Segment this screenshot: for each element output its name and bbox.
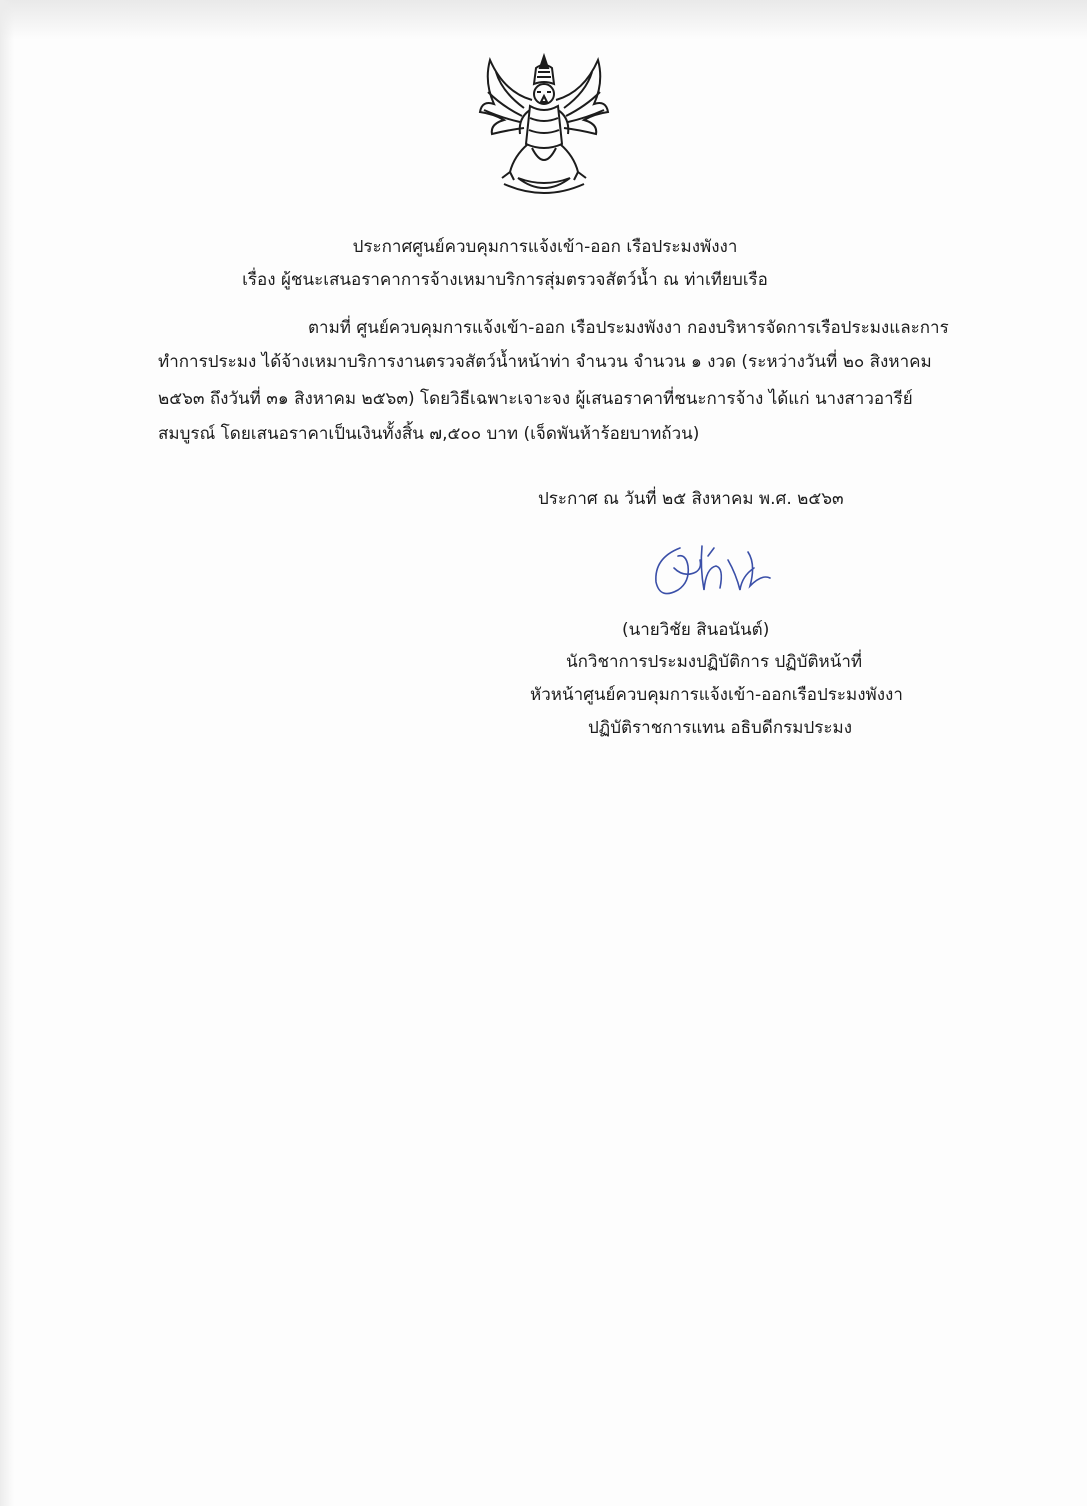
signer-position-2: หัวหน้าศูนย์ควบคุมการแจ้งเข้า-ออกเรือประมงพังงา bbox=[530, 685, 903, 705]
signer-position-3: ปฏิบัติราชการแทน อธิบดีกรมประมง bbox=[588, 718, 853, 738]
body-line-4: สมบูรณ์ โดยเสนอราคาเป็นเงินทั้งสิ้น ๗,๕๐๐ บาท (เจ็ดพันห้าร้อยบาทถ้วน) bbox=[158, 424, 700, 444]
scan-shadow-top bbox=[0, 0, 1087, 40]
garuda-emblem-icon bbox=[474, 52, 614, 200]
body-line-2: ทำการประมง ได้จ้างเหมาบริการงานตรวจสัตว์น้ำหน้าท่า จำนวน จำนวน ๑ งวด (ระหว่างวันที่ ๒๐ สิงหาคม bbox=[158, 352, 932, 372]
body-line-1: ตามที่ ศูนย์ควบคุมการแจ้งเข้า-ออก เรือประมงพังงา กองบริหารจัดการเรือประมงและการ bbox=[308, 318, 949, 338]
signer-name: (นายวิชัย สินอนันต์) bbox=[622, 620, 770, 640]
scan-shadow-left bbox=[0, 0, 14, 1506]
signer-position-1: นักวิชาการประมงปฏิบัติการ ปฏิบัติหน้าที่ bbox=[566, 652, 863, 672]
body-line-3: ๒๕๖๓ ถึงวันที่ ๓๑ สิงหาคม ๒๕๖๓) โดยวิธีเฉพาะเจาะจง ผู้เสนอราคาที่ชนะการจ้าง ได้แก่ นางสาวอารีย์ bbox=[158, 389, 913, 409]
announcement-title: ประกาศศูนย์ควบคุมการแจ้งเข้า-ออก เรือประมงพังงา bbox=[352, 237, 738, 257]
announcement-date: ประกาศ ณ วันที่ ๒๕ สิงหาคม พ.ศ. ๒๕๖๓ bbox=[538, 489, 844, 509]
announcement-subject: เรื่อง ผู้ชนะเสนอราคาการจ้างเหมาบริการสุ่มตรวจสัตว์น้ำ ณ ท่าเทียบเรือ bbox=[242, 270, 768, 290]
handwritten-signature-icon bbox=[644, 538, 784, 608]
